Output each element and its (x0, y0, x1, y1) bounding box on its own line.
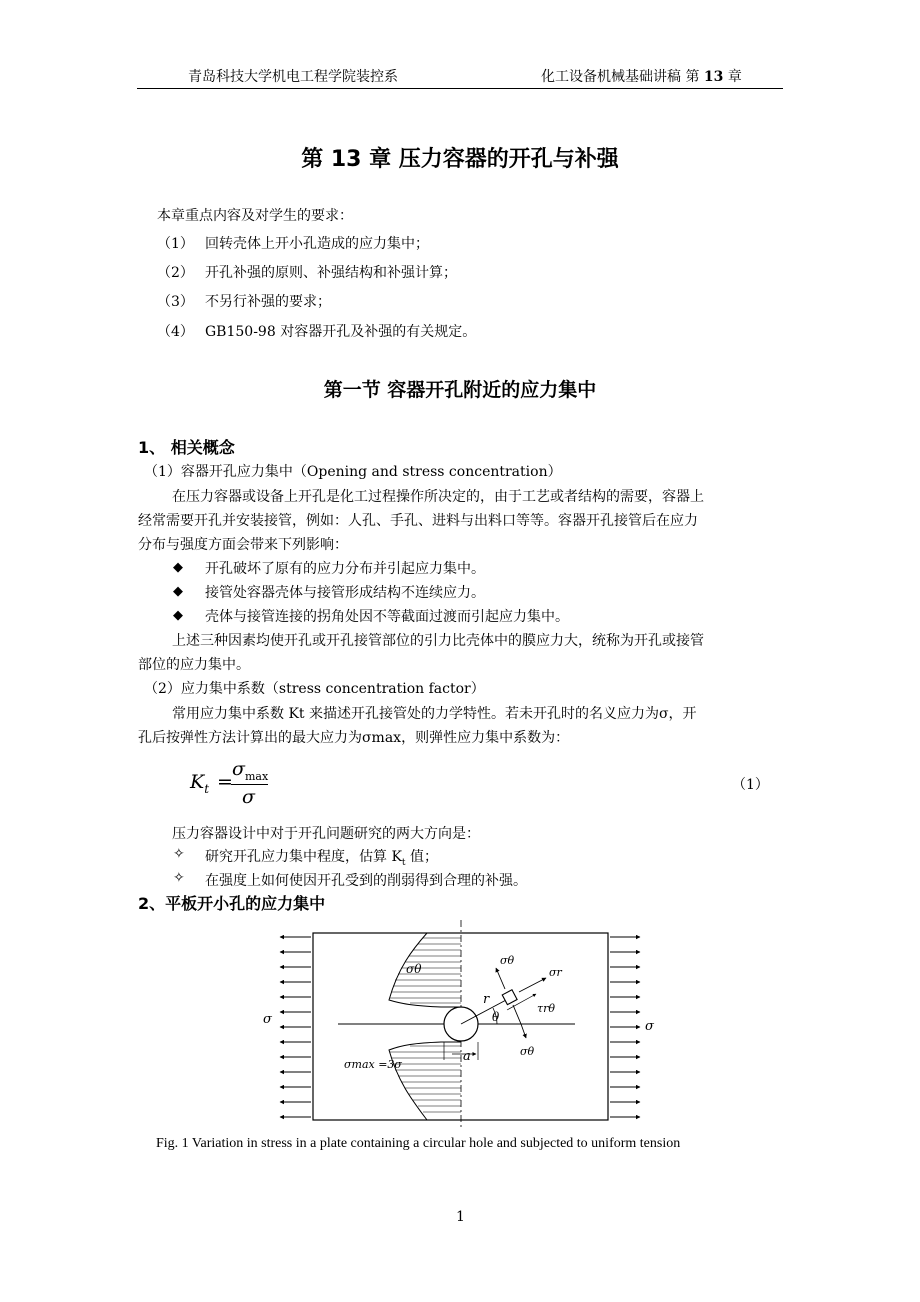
paragraph-line: 在压力容器或设备上开孔是化工过程操作所决定的，由于工艺或者结构的需要，容器上 (172, 489, 704, 505)
paragraph-line: 经常需要开孔并安装接管，例如：人孔、手孔、进料与出料口等等。容器开孔接管后在应力 (138, 513, 698, 529)
label-elem-sigma-theta-bottom: σθ (520, 1045, 535, 1058)
label-sigma-max: σmax =3σ (344, 1058, 402, 1071)
intro-item-num: （4） (157, 324, 194, 340)
label-elem-sigma-theta-top: σθ (500, 954, 515, 967)
arrow-sigma-r (519, 978, 546, 992)
equation-denominator: σ (242, 786, 255, 808)
chapter-title: 第 13 章 压力容器的开孔与补强 (301, 147, 619, 172)
page-number: 1 (456, 1209, 465, 1225)
label-elem-tau: τrθ (537, 1002, 555, 1015)
right-tension-arrows (610, 937, 640, 1117)
section-title: 第一节 容器开孔附近的应力集中 (323, 379, 597, 401)
intro-item: GB150-98 对容器开孔及补强的有关规定。 (205, 324, 477, 340)
fraction-bar (231, 784, 268, 785)
label-sigma-left: σ (263, 1012, 272, 1027)
stress-element (502, 990, 517, 1005)
heading-related-concepts: 1、 相关概念 (138, 438, 235, 457)
intro-item: 开孔补强的原则、补强结构和补强计算； (205, 265, 457, 281)
direction-item: 研究开孔应力集中程度，估算 $K_t$ 值； (205, 849, 438, 868)
stress-hatch-lower (390, 1046, 461, 1112)
diamond-bullet-icon: ◆ (173, 608, 183, 623)
arrow-sigma-theta-bottom (521, 1024, 526, 1038)
label-elem-sigma-r: σr (549, 966, 562, 979)
star-bullet-icon: ✧ (173, 846, 185, 862)
figure-caption: Fig. 1 Variation in stress in a plate containing a circular hole and subjected to uniform tension (156, 1136, 681, 1151)
diamond-bullet-icon: ◆ (173, 560, 183, 575)
equation-equals: = (217, 771, 233, 793)
subheading-concentration-factor: （2）应力集中系数（stress concentration factor） (144, 681, 485, 697)
star-bullet-icon: ✧ (173, 870, 185, 886)
intro-item-num: （3） (157, 294, 194, 310)
subheading-opening: （1）容器开孔应力集中（Opening and stress concentration） (144, 464, 562, 480)
label-sigma-right: σ (645, 1019, 654, 1034)
equation-number: （1） (732, 777, 769, 793)
intro-item-num: （2） (157, 265, 194, 281)
label-a: a (463, 1049, 471, 1064)
diamond-bullet-icon: ◆ (173, 584, 183, 599)
arrow-sigma-theta-bottom-stem (513, 1005, 521, 1024)
header-left: 青岛科技大学机电工程学院装控系 (188, 69, 398, 85)
header-right: 化工设备机械基础讲稿 第 13 章 (541, 69, 742, 85)
bullet-item: 开孔破坏了原有的应力分布并引起应力集中。 (205, 561, 485, 577)
paragraph-line: 孔后按弹性方法计算出的最大应力为σmax，则弹性应力集中系数为： (138, 730, 570, 746)
label-sigma-theta: σθ (406, 962, 422, 976)
intro-item: 不另行补强的要求； (205, 294, 331, 310)
arrow-sigma-theta-top (496, 968, 505, 989)
plate-hole-figure (255, 918, 655, 1130)
label-theta: θ (492, 1010, 500, 1024)
intro-lead: 本章重点内容及对学生的要求： (157, 208, 353, 224)
paragraph-line: 压力容器设计中对于开孔问题研究的两大方向是： (172, 826, 480, 842)
paragraph-line: 部位的应力集中。 (138, 657, 250, 673)
label-r: r (483, 992, 490, 1007)
intro-item: 回转壳体上开小孔造成的应力集中； (205, 236, 429, 252)
intro-item-num: （1） (157, 236, 194, 252)
header-rule (137, 88, 783, 89)
equation-numerator: $\sigma_{max}$ (232, 758, 269, 783)
paragraph-line: 常用应力集中系数 Kt 来描述开孔接管处的力学特性。若未开孔时的名义应力为σ，开 (172, 706, 697, 722)
left-tension-arrows (280, 937, 311, 1117)
paragraph-line: 分布与强度方面会带来下列影响： (138, 537, 348, 553)
paragraph-line: 上述三种因素均使开孔或开孔接管部位的引力比壳体中的膜应力大，统称为开孔或接管 (172, 633, 704, 649)
heading-plate-hole: 2、平板开小孔的应力集中 (138, 894, 326, 913)
bullet-item: 壳体与接管连接的拐角处因不等截面过渡而引起应力集中。 (205, 609, 569, 625)
stress-curve-lower (389, 1042, 461, 1120)
equation-lhs: $K_t$ (190, 771, 210, 796)
direction-item: 在强度上如何使因开孔受到的削弱得到合理的补强。 (205, 873, 527, 889)
bullet-item: 接管处容器壳体与接管形成结构不连续应力。 (205, 585, 485, 601)
